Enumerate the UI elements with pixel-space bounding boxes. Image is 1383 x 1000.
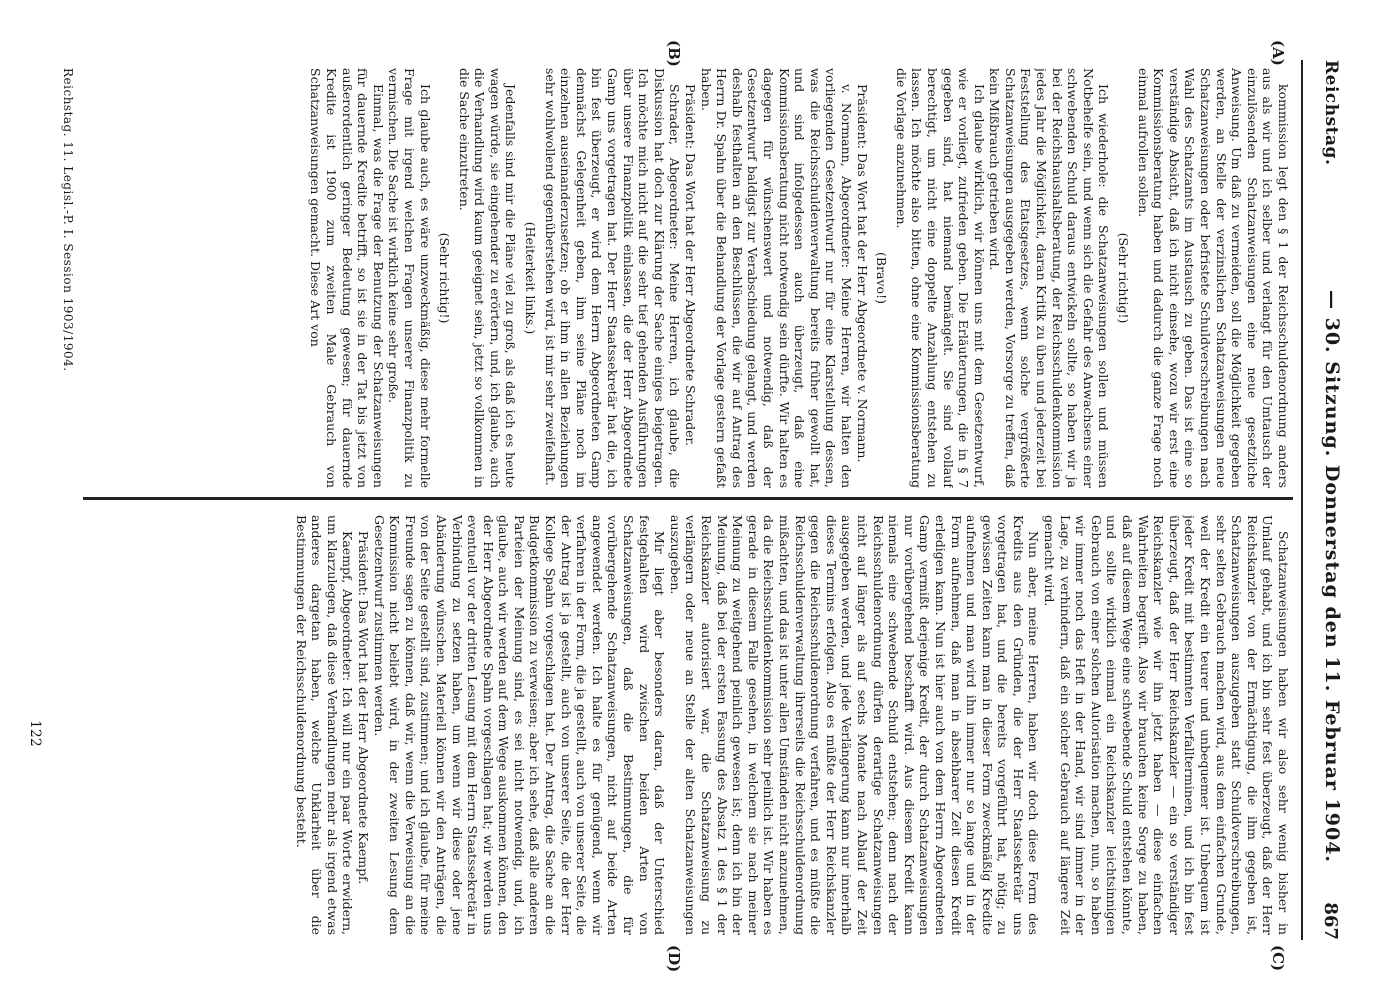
paragraph: kommission legt den § 1 der Reichsschuldenordnung anders aus als wir und ich selber und verlangt für den Umtausch der einzulösenden Schatzanweisungen eine neue gesetzliche Anweisung. Um daß zu vermeiden, soll die Möglichkeit gegeben werden, an Stelle der verzinslichen Schatzanweisungen neue Schatzanweisungen oder befristete Schuldverschreibungen nach Wahl des Schatzamts im Austausch zu geben. Das ist eine so verständige Absicht, daß ich nicht einsehe, wozu wir erst eine Kommissionsberatung haben und dadurch die ganze Frage noch einmal aufrollen sollen. (1135, 68, 1291, 488)
page-number: 867 (1320, 902, 1341, 940)
paragraph: Schrader, Abgeordneter: Meine Herren, ich glaube, die Diskussion hat doch zur Klärung der Sache einiges beigetragen. Ich möchte mich nicht auf die sehr tief gehenden Ausführungen über unsere Finanzpolitik einlassen, die der Herr Abgeordnete Gamp uns vorgetragen hat. Der Herr Staatssekretär hat die, ich bin fest überzeugt, er wird dem Herrn Abgeordneten Gamp demnächst Gelegenheit geben, ihm seine Pläne noch im einzelnen auseinanderzusetzen; ob er ihm in allen Beziehungen sehr wohlwollend gegenüberstehen wird, ist mir sehr zweifelhaft. (542, 68, 683, 488)
right-column (81, 515, 1291, 935)
header-rule (1301, 60, 1303, 940)
left-column (81, 68, 1291, 488)
margin-marker-d: (D) (665, 945, 683, 973)
paragraph: Ich wiederhole: die Schatzanweisungen sollen und müssen Notbehelfe sein, und wenn sich die Gefahr des Anwachsens einer schwebenden Schuld daraus entwickeln sollte, so haben wir ja bei der Reichshaushaltsberatung, der Reichsschuldenkommission jedes Jahr die Möglichkeit, daran Kritik zu üben und jederzeit bei Feststellung des Etatsgesetzes, wenn solche vergrößerte Schatzanweisungen ausgegeben werden, Vorsorge zu treffen, daß kein Mißbrauch getrieben wird. (987, 68, 1112, 488)
margin-marker-b: (B) (665, 40, 683, 67)
paragraph: Ich glaube wirklich, wir können uns mit dem Gesetzentwurf, wie er vorliegt, zufrieden geben. Die Erläuterungen, die in § 7 gegeben sind, hat niemand bemängelt. Sie sind vollauf berechtigt, um nicht eine doppelte Anzahlung entstehen zu lassen. Ich möchte also bitten, ohne eine Kommissionsberatung die Vorlage anzunehmen. (893, 68, 987, 488)
paragraph: Kaempf, Abgeordneter: Ich will nur ein paar Worte erwidern, um klarzulegen, daß diese Verhandlungen mehr als irgend etwas anderes dargetan haben, welche Unklarheit über die Bestimmungen der Reichsschuldenordnung besteht. (293, 515, 356, 935)
stage-direction: (Sehr richtig!) (1116, 232, 1132, 324)
header-center: — 30. Sitzung. Donnerstag den 11. Februar 1904. (1321, 290, 1343, 864)
stage-direction: (Sehr richtig!) (437, 232, 453, 324)
paragraph: Präsident: Das Wort hat der Herr Abgeordnete v. Normann. (854, 84, 870, 463)
paragraph: Präsident: Das Wort hat der Herr Abgeordnete Schrader. (683, 84, 699, 447)
column-divider (83, 497, 1293, 500)
paragraph: v. Normann, Abgeordneter: Meine Herren, wir halten den vorliegenden Gesetzentwurf nur für eine Klarstellung dessen, was die Reichsschuldenverwaltung bereits früher gewollt hat, und sind infolgedessen auch überzeugt, daß eine Kommissionsberatung nicht notwendig sein dürfte. Wir halten es dagegen für wünschenswert und notwendig, daß der Gesetzentwurf baldigst zur Verabschiedung gelangt, und werden deshalb festhalten an den Beschlüssen, die wir auf Antrag des Herrn Dr. Spahn über die Behandlung der Vorlage gestern gefaßt haben. (698, 68, 854, 488)
paragraph: Schatzanweisungen haben wir also sehr wenig bisher in Umlauf gehabt, und ich bin sehr fest überzeugt, daß der Herr Reichskanzler von der Ermächtigung, die ihm gegeben ist, Schatzanweisungen auszugeben statt Schuldverschreibungen, sehr selten Gebrauch machen wird, aus dem einfachen Grunde, weil der Kredit ein teurer und unbequemer ist. Unbequem ist jeder Kredit mit bestimmten Verfallterminen, und ich bin fest überzeugt, daß der Herr Reichskanzler — ein so verständiger Reichskanzler wie wir ihn jetzt haben — diese einfachen Wahrheiten begreift. Also wir brauchen keine Sorge zu haben, daß auf diesem Wege eine schwebende Schuld entstehen könnte, und sollte wirklich einmal ein Reichskanzler leichtsinnigen Gebrauch von einer solchen Autorisation machen, nun, so haben wir immer noch das Heft in der Hand, wir sind immer in der Lage, zu verhindern, daß ein solcher Gebrauch auf längere Zeit gemacht wird. (1042, 515, 1291, 935)
paragraph: Präsident: Das Wort hat der Herr Abgeordnete Kaempf. (355, 531, 371, 885)
paragraph: Ich glaube auch, es wäre unzweckmäßig, diese mehr formelle Frage mit irgend welchen Fragen unserer Finanzpolitik zu vermischen. Die Sache ist wirklich keine sehr große. (386, 68, 433, 488)
paragraph: Mir liegt aber besonders daran, daß der Unterschied festgehalten wird zwischen beiden Arten von Schatzanweisungen, daß die Bestimmungen, die für vorübergehende Schatzanweisungen, nicht auf beide Arten angewendet werden. Ich halte es für genügend, wenn wir verfahren in der Form, die ja gestellt, auch von unserer Seite, die der Antrag ist ja gestellt, auch von unserer Seite, die der Herr Kollege Spahn vorgeschlagen hat. Der Antrag, die Sache an die Budgetkommission zu verweisen; aber ich sehe, daß alle anderen Parteien der Meinung sind, es sei nicht notwendig, und, ich glaube, auch wir werden auf dem Wege auskommen können, den der Herr Abgeordnete Spahn vorgeschlagen hat; wir werden uns eventuell vor der dritten Lesung mit dem Herrn Staatssekretär in Verbindung zu setzen haben, um wenn wir diese oder jene Abänderung wünschen. Materiell können wir den Anträgen, die von der Seite gestellt sind, zustimmen; und ich glaube, für meine Freunde sagen zu können, daß wir, wenn die Verweisung an die Kommission nicht beliebt wird, in der zweiten Lesung dem Gesetzentwurf zustimmen werden. (371, 515, 668, 935)
footer-legislature: Reichstag. 11. Legisl.-P. I. Session 1903/1904. (61, 68, 75, 372)
paragraph: Nun aber, meine Herren, haben wir doch diese Form des Kredits aus den Gründen, die der Herr Staatssekretär uns vorgetragen hat, und die bereits vorgeführt hat, nötig; zu gewissen Zeiten kann man in dieser Form zweckmäßig Kredite aufnehmen und man wird ihn immer nur so lange und in der Form aufnehmen, daß man in absehbarer Zeit diesen Kredit erledigen kann. Nun ist hier auch von dem Herrn Abgeordneten Gamp vermißt derjenige Kredit, der durch Schatzanweisungen nur vorübergehend beschafft wird. Aus diesem Kredit kann niemals eine schwebende Schuld entstehen; denn nach der Reichsschuldenordnung dürfen derartige Schatzanweisungen nicht auf länger als auf sechs Monate nach Ablauf der Zeit ausgegeben werden, und jede Verlängerung kann nur innerhalb dieses Termins erfolgen. Also es müßte der Herr Reichskanzler gegen die Reichsschuldenordnung verfahren, und es müßte die Reichsschuldenverwaltung ihrerseits die Reichsschuldenordnung mißachten, und das ist unter allen Umständen nicht anzunehmen, da die Reichsschuldenkommission sehr peinlich ist. Wir haben es gerade in diesem Falle gesehen, in welchem sie nach meiner Meinung zu weitgehend peinlich gewesen ist; denn ich bin der Meinung, daß bei der ersten Fassung des Absatz 1 des § 1 der Reichskanzler autorisiert war, die Schatzanweisung zu verlängern oder neue an Stelle der alten Schatzanweisungen auszugeben. (667, 515, 1042, 935)
stage-direction: (Bravo!) (874, 252, 890, 304)
margin-marker-a: (A) (1269, 40, 1287, 66)
paragraph: Jedenfalls sind mir die Pläne viel zu groß, als daß ich es heute wagen würde, sie eingehender zu erörtern, und, ich glaube, auch die Verhandlung wird kaum geeignet sein, jetzt so vollkommen in die Sache einzutreten. (456, 68, 519, 488)
page-header (1301, 60, 1361, 940)
margin-marker-c: (C) (1269, 945, 1287, 972)
footer-page-number: 122 (27, 720, 43, 747)
paragraph: Einmal, was die Frage der Benutzung der Schatzanweisungen für dauernde Kredite betrifft, so ist sie in der Tat bis jetzt von außerordentlich geringer Bedeutung gewesen; für dauernde Kredite ist 1900 zum zweiten Male Gebrauch von Schatzanweisungen gemacht. Diese Art von (308, 68, 386, 488)
stage-direction: (Heiterkeit links.) (523, 221, 539, 335)
header-left: Reichstag. (1321, 60, 1341, 166)
